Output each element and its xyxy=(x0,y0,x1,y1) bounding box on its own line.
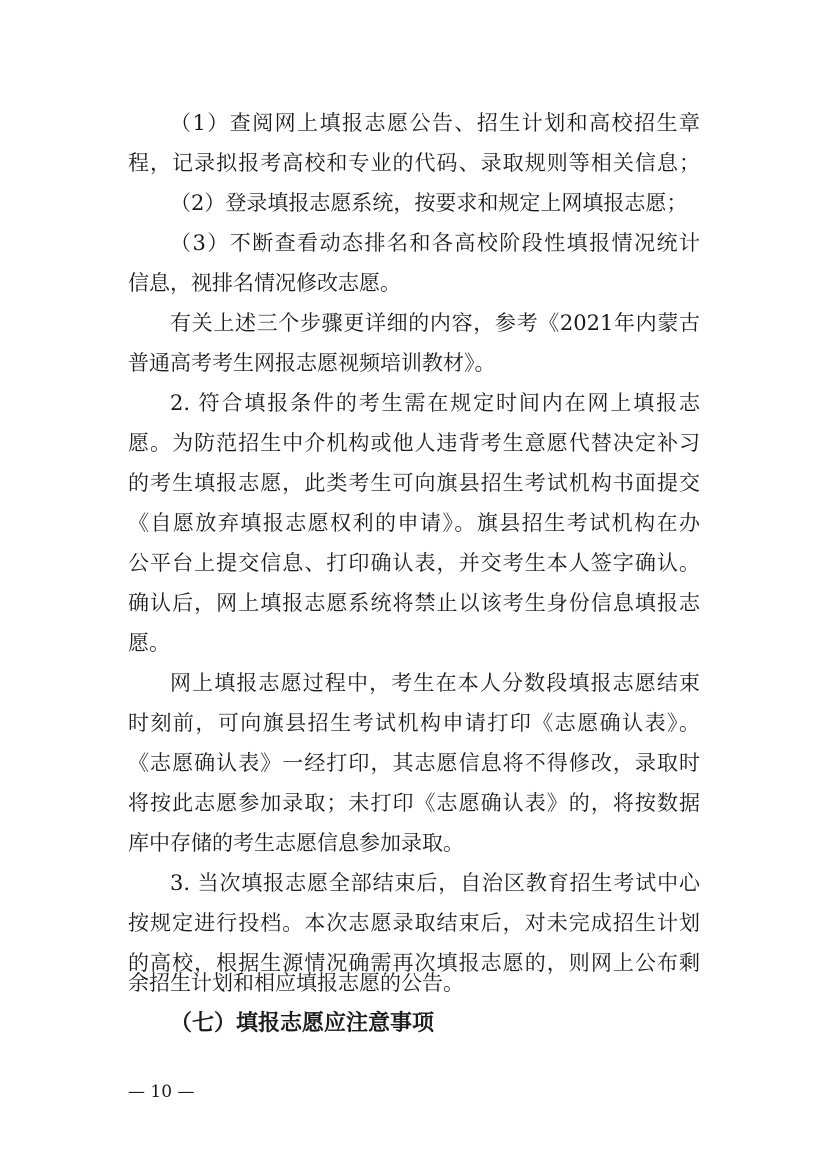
text-line: 信息，视排名情况修改志愿。 xyxy=(128,271,401,295)
text-line: （1）查阅网上填报志愿公告、招生计划和高校招生章 xyxy=(170,111,700,135)
page-number: — 10 — xyxy=(128,1082,195,1102)
text-line: 网上填报志愿过程中，考生在本人分数段填报志愿结束 xyxy=(170,671,700,695)
text-line: （3）不断查看动态排名和各高校阶段性填报情况统计 xyxy=(170,231,700,255)
text-line: （2）登录填报志愿系统，按要求和规定上网填报志愿； xyxy=(170,191,688,215)
text-line: 确认后，网上填报志愿系统将禁止以该考生身份信息填报志 xyxy=(128,591,700,615)
text-line: 将按此志愿参加录取；未打印《志愿确认表》的，将按数据 xyxy=(128,791,700,815)
section-heading: （七）填报志愿应注意事项 xyxy=(170,1010,435,1036)
text-line: 库中存储的考生志愿信息参加录取。 xyxy=(128,831,464,855)
text-line: 的考生填报志愿，此类考生可向旗县招生考试机构书面提交 xyxy=(128,471,700,495)
text-line: 2. 符合填报条件的考生需在规定时间内在网上填报志 xyxy=(170,391,700,415)
text-line: 普通高考考生网报志愿视频培训教材》。 xyxy=(128,351,496,375)
text-line: 余招生计划和相应填报志愿的公告。 xyxy=(128,971,464,995)
text-line: 愿。 xyxy=(128,631,170,655)
text-line: 的高校，根据生源情况确需再次填报志愿的，则网上公布剩 xyxy=(128,951,700,975)
text-line: 有关上述三个步骤更详细的内容，参考《2021年内蒙古 xyxy=(170,311,700,335)
text-line: 3. 当次填报志愿全部结束后，自治区教育招生考试中心 xyxy=(170,871,700,895)
text-line: 《志愿确认表》一经打印，其志愿信息将不得修改，录取时 xyxy=(128,751,700,775)
text-line: 公平台上提交信息、打印确认表，并交考生本人签字确认。 xyxy=(128,551,700,575)
text-line: 程，记录拟报考高校和专业的代码、录取规则等相关信息； xyxy=(128,151,700,175)
text-line: 愿。为防范招生中介机构或他人违背考生意愿代替决定补习 xyxy=(128,431,700,455)
text-line: 按规定进行投档。本次志愿录取结束后，对未完成招生计划 xyxy=(128,911,700,935)
text-line: 《自愿放弃填报志愿权利的申请》。旗县招生考试机构在办 xyxy=(128,511,700,535)
text-line: 时刻前，可向旗县招生考试机构申请打印《志愿确认表》。 xyxy=(128,711,700,735)
